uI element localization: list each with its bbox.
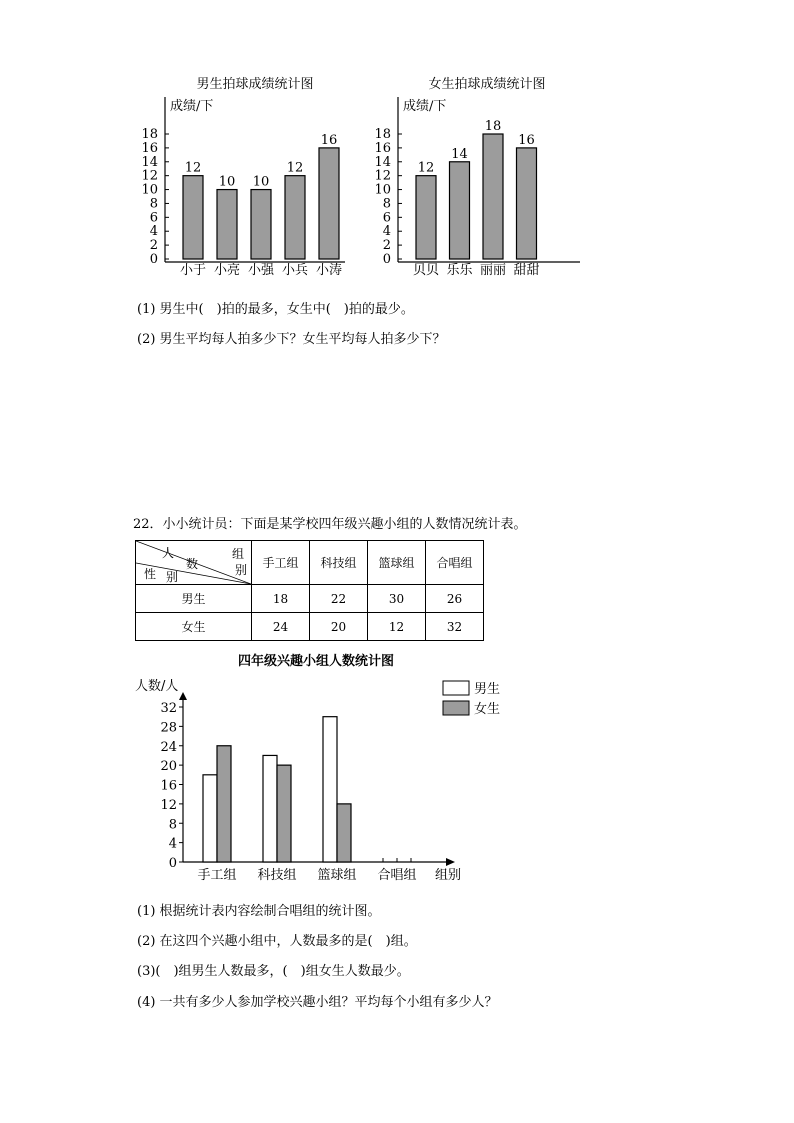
- girls-category-label: 乐乐: [446, 263, 473, 278]
- interest-ytick-label: 8: [168, 817, 177, 833]
- corner-ren: 人: [162, 546, 175, 560]
- problem-22-title: 22．小小统计员：下面是某学校四年级兴趣小组的人数情况统计表。: [133, 517, 527, 532]
- legend-swatch-girls: [443, 701, 469, 715]
- row-label: 女生: [136, 613, 252, 641]
- boys-ytick-label: 4: [149, 224, 158, 240]
- table-cell: 12: [368, 613, 426, 641]
- boys-ytick-label: 8: [149, 196, 158, 212]
- corner-bie: 别: [235, 563, 248, 577]
- interest-ytick-label: 20: [160, 759, 177, 775]
- interest-chart-xlabel: 组别: [434, 868, 462, 883]
- girls-category-label: 甜甜: [513, 263, 540, 278]
- legend-label-boys: 男生: [474, 682, 501, 697]
- girls-ytick-label: 6: [382, 210, 391, 226]
- boys-ytick-label: 16: [141, 140, 158, 156]
- interest-bar-boys: [323, 717, 337, 862]
- question-a1: (1) 男生中( )拍的最多，女生中( )拍的最少。: [137, 302, 414, 317]
- interest-category-label: 手工组: [197, 868, 237, 883]
- interest-category-label: 合唱组: [377, 868, 417, 883]
- interest-ytick-label: 0: [168, 856, 177, 871]
- girls-bar-value: 12: [417, 160, 435, 176]
- boys-bar-value: 12: [184, 160, 202, 176]
- table-header: 科技组: [310, 541, 368, 585]
- question-22-1: (1) 根据统计表内容绘制合唱组的统计图。: [137, 904, 381, 919]
- question-22-3: (3)( )组男生人数最多，( )组女生人数最少。: [137, 964, 410, 979]
- interest-y-arrow: [179, 692, 187, 700]
- boys-bar-value: 10: [218, 174, 236, 190]
- interest-x-arrow: [446, 858, 455, 866]
- boys-ytick-label: 0: [149, 252, 158, 267]
- table-cell: 20: [310, 613, 368, 641]
- corner-zu: 组: [232, 547, 245, 561]
- corner-xing: 性: [144, 567, 157, 581]
- interest-bar-boys: [203, 775, 217, 862]
- legend-swatch-boys: [443, 681, 469, 695]
- girls-ytick-label: 8: [382, 196, 391, 212]
- girls-ytick-label: 16: [374, 140, 391, 156]
- boys-category-label: 小强: [247, 263, 275, 278]
- boys-category-label: 小于: [179, 263, 207, 278]
- interest-ytick-label: 24: [160, 739, 177, 755]
- table-header: 合唱组: [426, 541, 484, 585]
- girls-ytick-label: 14: [374, 154, 391, 170]
- interest-ytick-label: 32: [160, 701, 177, 716]
- interest-ytick-label: 4: [168, 836, 177, 852]
- boys-bar-value: 16: [320, 132, 338, 148]
- girls-chart-ylabel: 成绩/下: [403, 99, 447, 114]
- table-cell: 18: [252, 585, 310, 613]
- interest-bar-girls: [277, 765, 291, 862]
- girls-ytick-label: 2: [382, 238, 391, 254]
- girls-ytick-label: 12: [374, 168, 391, 184]
- interest-bar-boys: [263, 755, 277, 862]
- girls-ytick-label: 18: [374, 127, 391, 142]
- table-cell: 22: [310, 585, 368, 613]
- boys-ytick-label: 6: [149, 210, 158, 226]
- boys-bar-value: 10: [252, 174, 270, 190]
- boys-bar-value: 12: [286, 160, 304, 176]
- girls-chart-title: 女生拍球成绩统计图: [428, 77, 546, 92]
- boys-category-label: 小亮: [213, 263, 241, 278]
- question-22-2: (2) 在这四个兴趣小组中，人数最多的是( )组。: [137, 934, 417, 949]
- girls-category-label: 丽丽: [479, 263, 507, 278]
- interest-category-label: 科技组: [257, 868, 297, 883]
- boys-ytick-label: 10: [141, 182, 158, 198]
- boys-chart-ylabel: 成绩/下: [170, 99, 214, 114]
- boys-ytick-label: 2: [149, 238, 158, 254]
- corner-shu: 数: [186, 557, 199, 571]
- girls-bar-value: 18: [484, 119, 502, 134]
- interest-bar-girls: [217, 746, 231, 862]
- interest-ytick-label: 28: [160, 720, 177, 736]
- interest-bar-girls: [337, 804, 351, 862]
- table-cell: 30: [368, 585, 426, 613]
- girls-bar-value: 14: [451, 146, 468, 162]
- girls-ytick-label: 0: [382, 252, 391, 267]
- girls-ytick-label: 10: [374, 182, 391, 198]
- table-cell: 32: [426, 613, 484, 641]
- interest-chart-title: 四年级兴趣小组人数统计图: [237, 654, 395, 669]
- corner-bie2: 别: [166, 570, 179, 584]
- girls-category-label: 贝贝: [412, 263, 440, 278]
- question-a2: (2) 男生平均每人拍多少下？女生平均每人拍多少下？: [137, 332, 446, 347]
- table-header: 篮球组: [368, 541, 426, 585]
- table-cell: 24: [252, 613, 310, 641]
- boys-chart-title: 男生拍球成绩统计图: [196, 77, 314, 92]
- girls-ytick-label: 4: [382, 224, 391, 240]
- interest-category-label: 篮球组: [317, 868, 357, 883]
- table-header: 手工组: [252, 541, 310, 585]
- interest-ytick-label: 12: [160, 797, 177, 813]
- table-cell: 26: [426, 585, 484, 613]
- boys-category-label: 小兵: [281, 263, 309, 278]
- question-22-4: (4) 一共有多少人参加学校兴趣小组？平均每个小组有多少人？: [137, 995, 498, 1010]
- boys-ytick-label: 12: [141, 168, 158, 184]
- interest-chart-ylabel: 人数/人: [135, 679, 179, 694]
- boys-category-label: 小涛: [315, 263, 343, 278]
- boys-ytick-label: 14: [141, 154, 158, 170]
- row-label: 男生: [136, 585, 252, 613]
- legend-label-girls: 女生: [474, 702, 501, 717]
- girls-bar-value: 16: [518, 132, 535, 148]
- interest-ytick-label: 16: [160, 778, 177, 794]
- boys-ytick-label: 18: [141, 127, 158, 142]
